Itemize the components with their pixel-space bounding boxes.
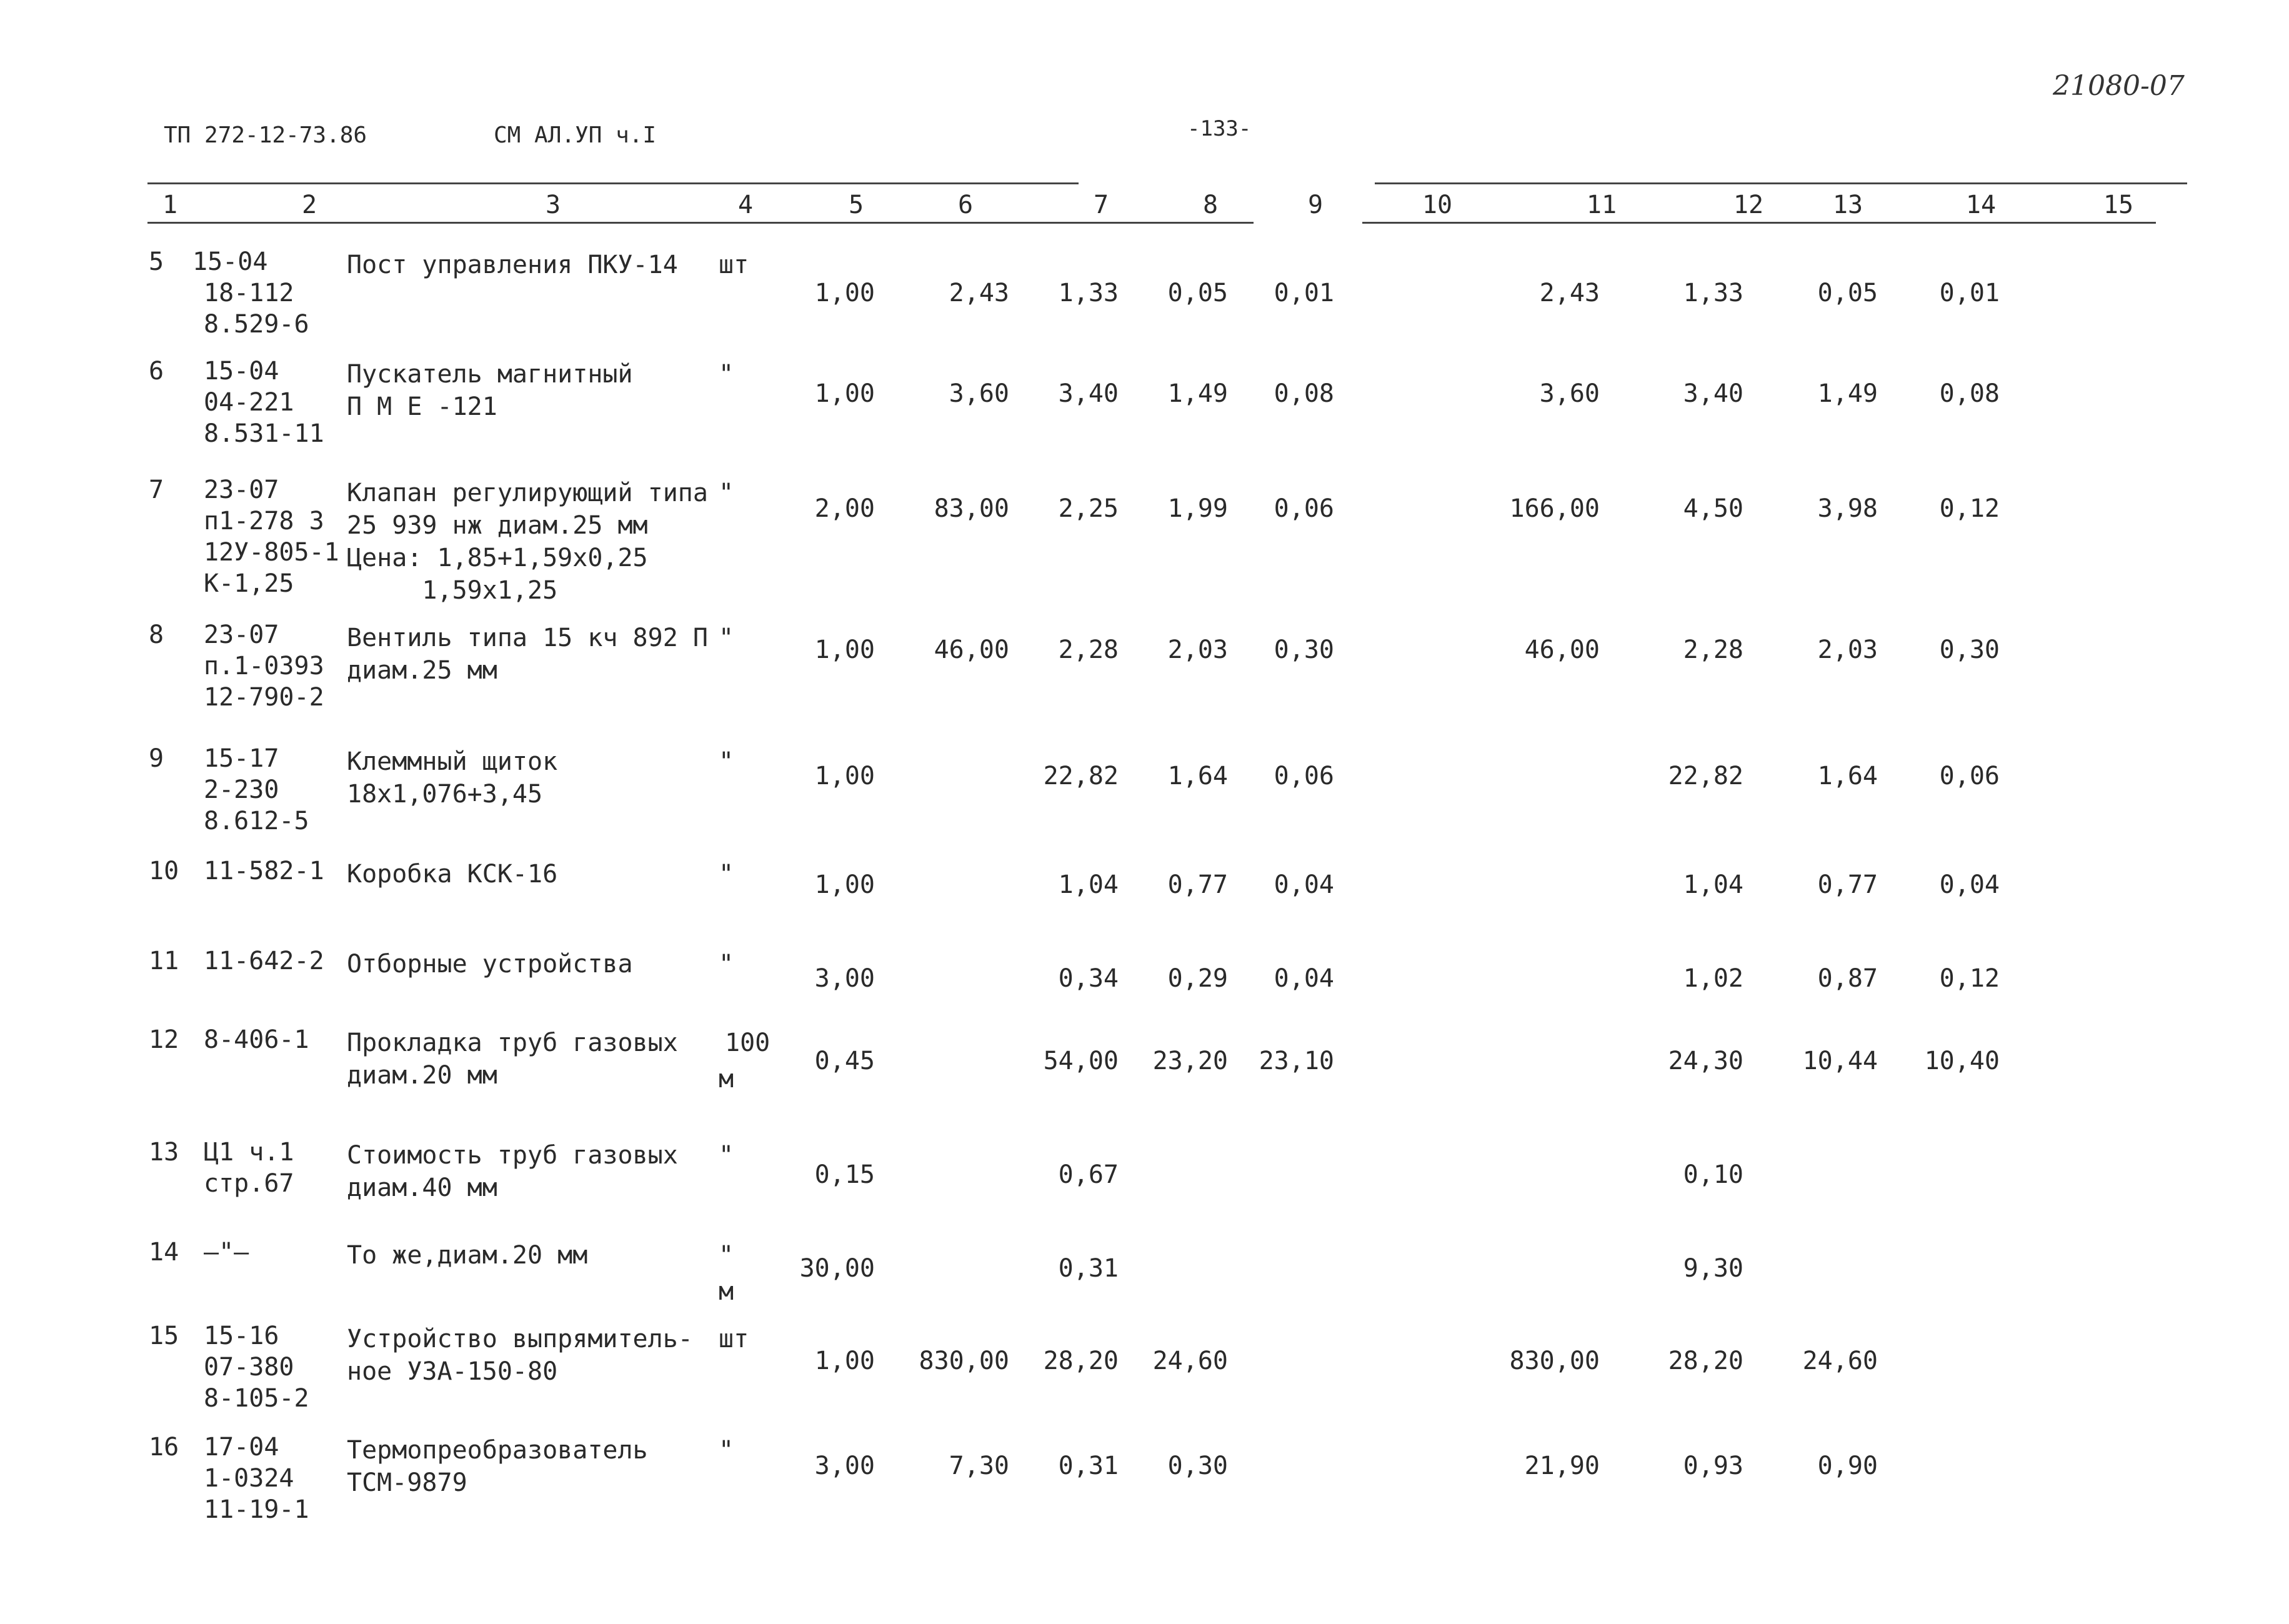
value-c8: 24,60 <box>1152 1347 1228 1375</box>
value-c8: 0,77 <box>1167 870 1228 899</box>
rate-code-line: 15-16 <box>204 1322 279 1350</box>
value-c7: 2,28 <box>1058 635 1119 664</box>
value-c13: 1,64 <box>1817 762 1878 790</box>
item-name-line: Цена: 1,85+1,59х0,25 <box>347 544 648 572</box>
rate-code-line: 11-642-2 <box>204 947 324 975</box>
item-name-line: Устройство выпрямитель- <box>347 1325 693 1353</box>
column-header-5: 5 <box>848 191 864 219</box>
rate-code-line: 23-07 <box>204 476 279 504</box>
unit-line: м <box>719 1065 734 1093</box>
rate-code-line: стр.67 <box>204 1169 294 1198</box>
value-c9: 0,08 <box>1274 379 1334 408</box>
row-number: 5 <box>149 247 164 276</box>
unit-line: " <box>719 747 734 776</box>
value-c8: 0,05 <box>1167 279 1228 307</box>
unit-line: шт <box>719 251 749 279</box>
value-c14: 0,01 <box>1939 279 2000 307</box>
value-c9: 0,04 <box>1274 964 1334 993</box>
value-c6: 3,60 <box>949 379 1009 408</box>
value-c13: 0,90 <box>1817 1452 1878 1480</box>
column-header-13: 13 <box>1832 191 1863 219</box>
value-c13: 0,77 <box>1817 870 1878 899</box>
item-name-line: Пост управления ПКУ-14 <box>347 251 678 279</box>
value-c5: 30,00 <box>799 1254 875 1283</box>
column-header-15: 15 <box>2103 191 2134 219</box>
value-c7: 0,67 <box>1058 1160 1119 1189</box>
value-c6: 83,00 <box>934 494 1009 523</box>
value-c13: 3,98 <box>1817 494 1878 523</box>
value-c13: 0,05 <box>1817 279 1878 307</box>
rate-code-line: 1-0324 <box>204 1464 294 1493</box>
value-c9: 0,06 <box>1274 494 1334 523</box>
value-c11: 830,00 <box>1509 1347 1600 1375</box>
column-header-6: 6 <box>957 191 974 219</box>
item-name-line: Пускатель магнитный <box>347 360 633 389</box>
rate-code-line: 15-04 <box>204 357 279 386</box>
value-c12: 0,10 <box>1683 1160 1743 1189</box>
header-rule-bottom-right <box>1362 222 2156 224</box>
value-c12: 22,82 <box>1668 762 1743 790</box>
item-name-line: Стоимость труб газовых <box>347 1141 678 1170</box>
value-c7: 22,82 <box>1043 762 1119 790</box>
value-c5: 3,00 <box>814 964 875 993</box>
value-c8: 1,49 <box>1167 379 1228 408</box>
value-c6: 46,00 <box>934 635 1009 664</box>
value-c12: 9,30 <box>1683 1254 1743 1283</box>
value-c11: 166,00 <box>1509 494 1600 523</box>
column-header-1: 1 <box>162 191 178 219</box>
value-c9: 0,04 <box>1274 870 1334 899</box>
value-c14: 0,12 <box>1939 494 2000 523</box>
unit-line: 100 <box>725 1029 770 1057</box>
rate-code-line: 11-582-1 <box>204 857 324 885</box>
unit-line: " <box>719 624 734 652</box>
unit-line: " <box>719 1436 734 1465</box>
value-c5: 1,00 <box>814 379 875 408</box>
value-c13: 10,44 <box>1802 1047 1878 1075</box>
unit-line: " <box>719 360 734 389</box>
item-name-line: Термопреобразователь <box>347 1436 648 1465</box>
unit-line: " <box>719 479 734 507</box>
row-number: 7 <box>149 476 164 504</box>
row-number: 16 <box>149 1433 179 1462</box>
value-c12: 3,40 <box>1683 379 1743 408</box>
value-c11: 46,00 <box>1524 635 1600 664</box>
value-c14: 0,08 <box>1939 379 2000 408</box>
rate-code-line: 15-17 <box>204 744 279 773</box>
value-c8: 1,64 <box>1167 762 1228 790</box>
unit-line: м <box>719 1277 734 1306</box>
item-name-line: Клеммный щиток <box>347 747 558 776</box>
value-c12: 24,30 <box>1668 1047 1743 1075</box>
rate-code-line: 23-07 <box>204 620 279 649</box>
value-c5: 1,00 <box>814 635 875 664</box>
column-header-10: 10 <box>1422 191 1453 219</box>
value-c9: 0,01 <box>1274 279 1334 307</box>
value-c13: 24,60 <box>1802 1347 1878 1375</box>
rate-code-line: 8-105-2 <box>204 1384 309 1413</box>
value-c7: 2,25 <box>1058 494 1119 523</box>
value-c12: 1,04 <box>1683 870 1743 899</box>
value-c5: 1,00 <box>814 279 875 307</box>
item-name-line: Клапан регулирующий типа <box>347 479 708 507</box>
document-code: ТП 272-12-73.86 <box>164 122 367 148</box>
value-c11: 21,90 <box>1524 1452 1600 1480</box>
rate-code-line: 15-04 <box>192 247 268 276</box>
value-c8: 0,30 <box>1167 1452 1228 1480</box>
rate-code-line: п1-278 3 <box>204 507 324 536</box>
item-name-line: 1,59х1,25 <box>347 576 558 605</box>
value-c9: 0,06 <box>1274 762 1334 790</box>
value-c8: 2,03 <box>1167 635 1228 664</box>
value-c7: 1,04 <box>1058 870 1119 899</box>
value-c9: 23,10 <box>1259 1047 1334 1075</box>
value-c14: 0,04 <box>1939 870 2000 899</box>
item-name-line: То же,диам.20 мм <box>347 1241 588 1270</box>
rate-code-line: 8.612-5 <box>204 807 309 835</box>
column-header-12: 12 <box>1733 191 1764 219</box>
rate-code-line: 04-221 <box>204 388 294 417</box>
value-c14: 0,06 <box>1939 762 2000 790</box>
value-c5: 2,00 <box>814 494 875 523</box>
value-c5: 1,00 <box>814 762 875 790</box>
rate-code-line: 11-19-1 <box>204 1495 309 1524</box>
row-number: 10 <box>149 857 179 885</box>
value-c12: 1,02 <box>1683 964 1743 993</box>
value-c14: 0,12 <box>1939 964 2000 993</box>
value-c14: 0,30 <box>1939 635 2000 664</box>
unit-line: " <box>719 1241 734 1270</box>
item-name-line: ТСМ-9879 <box>347 1468 467 1497</box>
value-c5: 0,15 <box>814 1160 875 1189</box>
value-c6: 830,00 <box>919 1347 1009 1375</box>
rate-code-line: 18-112 <box>204 279 294 307</box>
item-name-line: 25 939 нж диам.25 мм <box>347 511 648 540</box>
value-c11: 3,60 <box>1539 379 1600 408</box>
column-header-3: 3 <box>545 191 561 219</box>
rate-code-line: п.1-0393 <box>204 652 324 680</box>
column-header-8: 8 <box>1202 191 1219 219</box>
value-c12: 28,20 <box>1668 1347 1743 1375</box>
column-header-4: 4 <box>737 191 754 219</box>
value-c9: 0,30 <box>1274 635 1334 664</box>
value-c13: 0,87 <box>1817 964 1878 993</box>
rate-code-line: 8.531-11 <box>204 419 324 448</box>
item-name-line: Вентиль типа 15 кч 892 П <box>347 624 708 652</box>
rate-code-line: 8-406-1 <box>204 1025 309 1054</box>
unit-line: шт <box>719 1325 749 1353</box>
page-number: -133- <box>1187 116 1252 141</box>
document-reference: СМ АЛ.УП ч.I <box>494 122 657 148</box>
row-number: 9 <box>149 744 164 773</box>
value-c6: 7,30 <box>949 1452 1009 1480</box>
item-name-line: Прокладка труб газовых <box>347 1029 678 1057</box>
row-number: 14 <box>149 1238 179 1267</box>
row-number: 15 <box>149 1322 179 1350</box>
value-c13: 2,03 <box>1817 635 1878 664</box>
value-c8: 0,29 <box>1167 964 1228 993</box>
value-c7: 28,20 <box>1043 1347 1119 1375</box>
item-name-line: диам.40 мм <box>347 1173 497 1202</box>
item-name-line: ное УЗА-150-80 <box>347 1357 558 1386</box>
column-header-9: 9 <box>1307 191 1324 219</box>
value-c5: 3,00 <box>814 1452 875 1480</box>
rate-code-line: Ц1 ч.1 <box>204 1138 294 1167</box>
item-name-line: диам.20 мм <box>347 1061 497 1090</box>
value-c14: 10,40 <box>1924 1047 2000 1075</box>
value-c8: 1,99 <box>1167 494 1228 523</box>
column-header-14: 14 <box>1965 191 1997 219</box>
unit-line: " <box>719 1141 734 1170</box>
value-c7: 0,34 <box>1058 964 1119 993</box>
value-c13: 1,49 <box>1817 379 1878 408</box>
rate-code-line: К-1,25 <box>204 569 294 598</box>
rate-code-line: 12У-805-1 <box>204 538 339 567</box>
archive-number: 21080-07 <box>2053 70 2185 102</box>
value-c12: 2,28 <box>1683 635 1743 664</box>
item-name-line: Коробка КСК-16 <box>347 860 558 889</box>
rate-code-line: 8.529-6 <box>204 310 309 339</box>
value-c12: 4,50 <box>1683 494 1743 523</box>
unit-line: " <box>719 860 734 889</box>
value-c12: 1,33 <box>1683 279 1743 307</box>
value-c8: 23,20 <box>1152 1047 1228 1075</box>
column-header-7: 7 <box>1093 191 1109 219</box>
header-rule-bottom-left <box>147 222 1254 224</box>
row-number: 11 <box>149 947 179 975</box>
value-c11: 2,43 <box>1539 279 1600 307</box>
item-name-line: Отборные устройства <box>347 950 633 979</box>
rate-code-line: —"— <box>204 1238 249 1267</box>
value-c7: 0,31 <box>1058 1254 1119 1283</box>
value-c7: 54,00 <box>1043 1047 1119 1075</box>
column-header-2: 2 <box>301 191 317 219</box>
value-c5: 1,00 <box>814 870 875 899</box>
value-c7: 0,31 <box>1058 1452 1119 1480</box>
header-rule-top-right <box>1375 182 2187 184</box>
value-c7: 1,33 <box>1058 279 1119 307</box>
item-name-line: 18х1,076+3,45 <box>347 780 543 809</box>
header-rule-top-left <box>147 182 1079 184</box>
row-number: 6 <box>149 357 164 386</box>
unit-line: " <box>719 950 734 979</box>
value-c6: 2,43 <box>949 279 1009 307</box>
value-c12: 0,93 <box>1683 1452 1743 1480</box>
rate-code-line: 12-790-2 <box>204 683 324 712</box>
value-c5: 1,00 <box>814 1347 875 1375</box>
value-c7: 3,40 <box>1058 379 1119 408</box>
rate-code-line: 17-04 <box>204 1433 279 1462</box>
item-name-line: П М Е -121 <box>347 392 497 421</box>
item-name-line: диам.25 мм <box>347 656 497 685</box>
column-header-11: 11 <box>1586 191 1617 219</box>
row-number: 13 <box>149 1138 179 1167</box>
row-number: 8 <box>149 620 164 649</box>
value-c5: 0,45 <box>814 1047 875 1075</box>
row-number: 12 <box>149 1025 179 1054</box>
rate-code-line: 2-230 <box>204 775 279 804</box>
rate-code-line: 07-380 <box>204 1353 294 1382</box>
